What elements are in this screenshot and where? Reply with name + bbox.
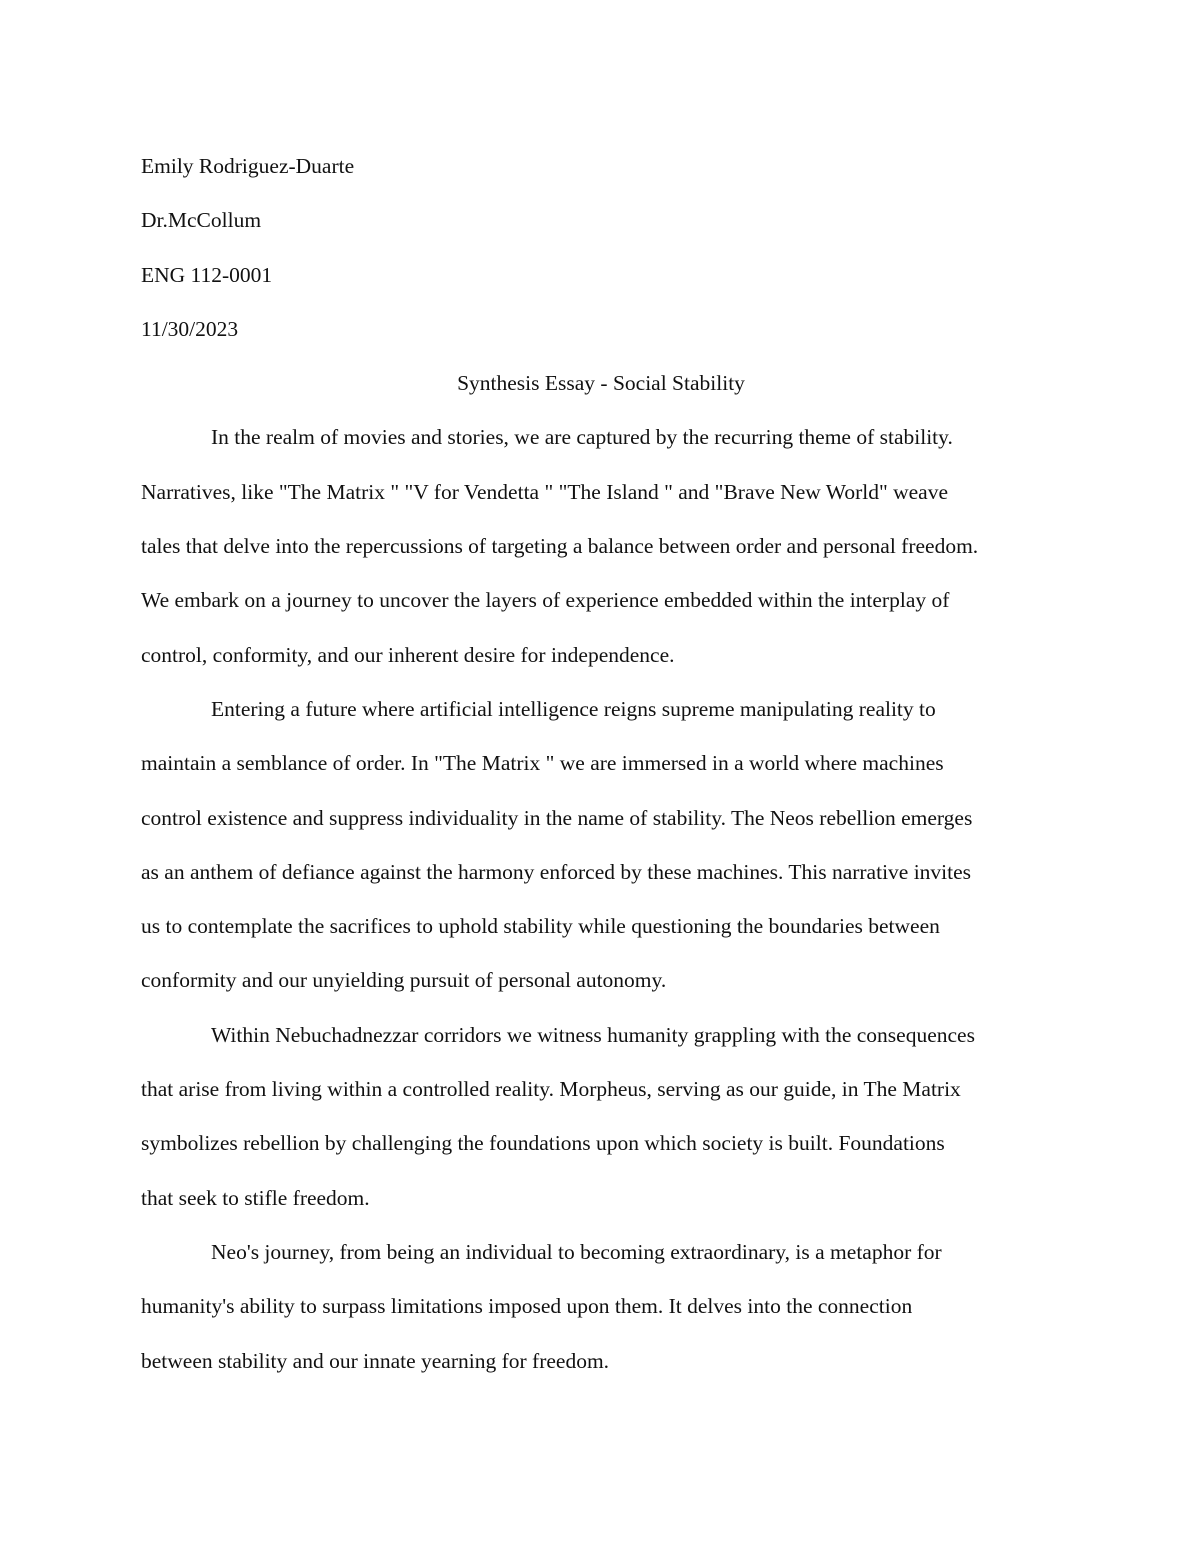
paragraph-line: control, conformity, and our inherent desire for independence.: [141, 642, 675, 667]
paragraph-line: In the realm of movies and stories, we are captured by the recurring theme of stability.: [211, 425, 953, 450]
paragraph-line: between stability and our innate yearning for freedom.: [141, 1348, 610, 1373]
paragraph-line: Narratives, like "The Matrix " "V for Vendetta " "The Island " and "Brave New World" weave: [141, 479, 949, 504]
paragraph-line: Within Nebuchadnezzar corridors we witness humanity grappling with the consequences: [211, 1022, 975, 1047]
document-body: [141, 139, 1061, 1388]
paragraph-2: [141, 682, 1061, 1008]
paragraph-line: that arise from living within a controlled reality. Morpheus, serving as our guide, in The Matrix: [141, 1077, 961, 1102]
instructor-name: Dr.McCollum: [141, 208, 262, 233]
paragraph-line: us to contemplate the sacrifices to uphold stability while questioning the boundaries between: [141, 914, 940, 939]
essay-date: 11/30/2023: [141, 316, 239, 341]
paragraph-line: that seek to stifle freedom.: [141, 1185, 370, 1210]
paragraph-line: control existence and suppress individuality in the name of stability. The Neos rebellion emerges: [141, 805, 973, 830]
paragraph-line: maintain a semblance of order. In "The Matrix " we are immersed in a world where machines: [141, 751, 944, 776]
paragraph-line: Neo's journey, from being an individual to becoming extraordinary, is a metaphor for: [211, 1239, 942, 1264]
paragraph-line: We embark on a journey to uncover the layers of experience embedded within the interplay of: [141, 588, 950, 613]
paragraph-line: as an anthem of defiance against the harmony enforced by these machines. This narrative invites: [141, 859, 972, 884]
paragraph-line: tales that delve into the repercussions of targeting a balance between order and personal freedom.: [141, 534, 979, 559]
paragraph-1: [141, 410, 1061, 681]
course-code: ENG 112-0001: [141, 262, 273, 287]
paragraph-line: symbolizes rebellion by challenging the foundations upon which society is built. Foundations: [141, 1131, 945, 1156]
paragraph-3: [141, 1008, 1061, 1225]
paragraph-line: conformity and our unyielding pursuit of personal autonomy.: [141, 968, 667, 993]
paragraph-line: humanity's ability to surpass limitations imposed upon them. It delves into the connection: [141, 1294, 913, 1319]
paragraph-4: [141, 1225, 1061, 1388]
author-name: Emily Rodriguez-Duarte: [141, 154, 355, 178]
essay-title: Synthesis Essay - Social Stability: [457, 371, 745, 396]
paragraph-line: Entering a future where artificial intelligence reigns supreme manipulating reality to: [211, 696, 936, 721]
